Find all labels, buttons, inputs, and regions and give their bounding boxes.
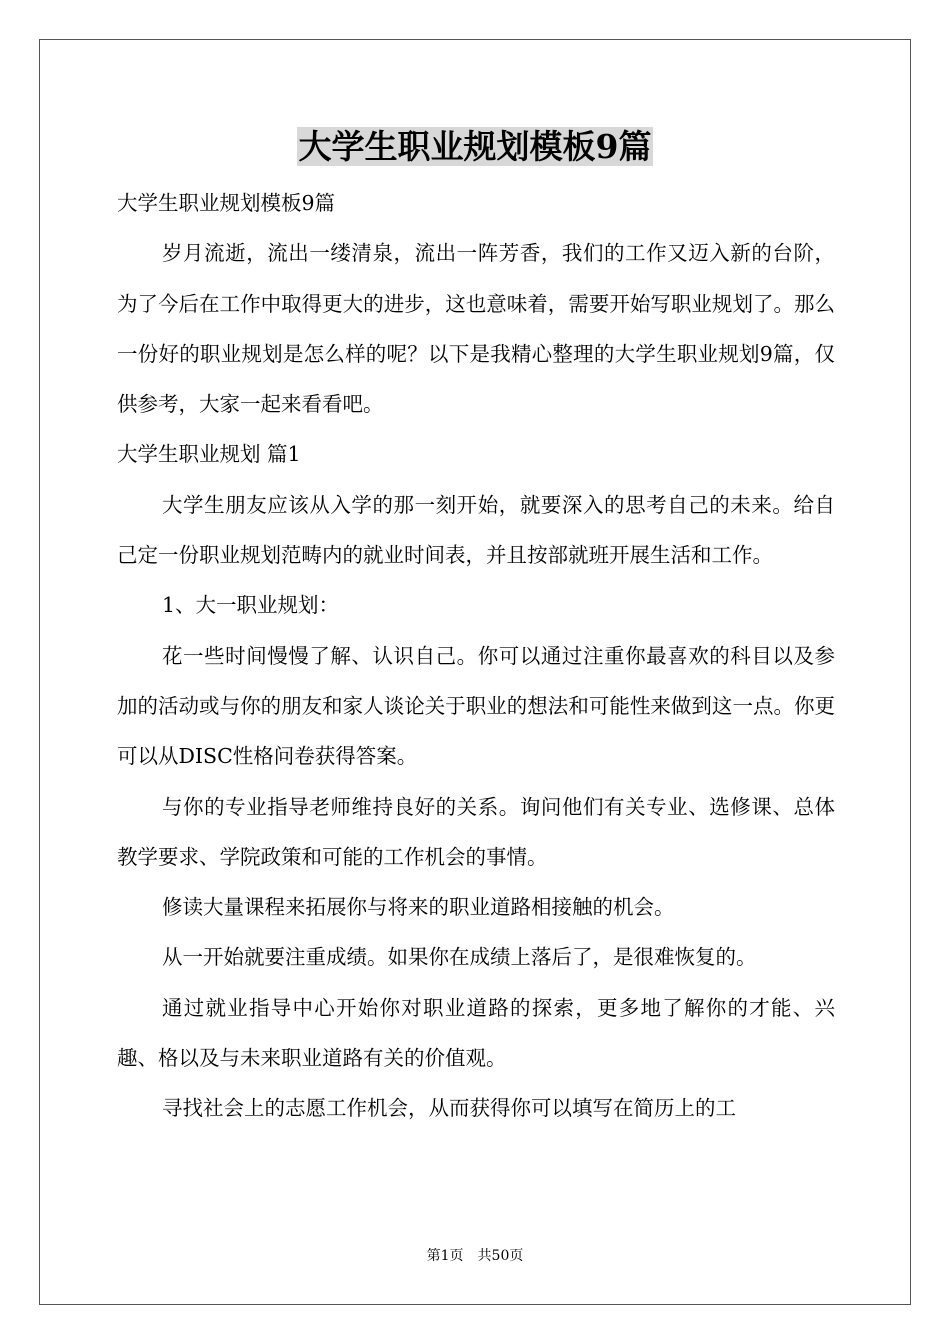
- paragraph-intro: 岁月流逝，流出一缕清泉，流出一阵芳香，我们的工作又迈入新的台阶，为了今后在工作中取得更大的进步，这也意味着，需要开始写职业规划了。那么一份好的职业规划是怎么样的呢？以下是我精心整理的大学生职业规划9篇，仅供参考，大家一起来看看吧。: [117, 241, 835, 417]
- document-body: [117, 178, 835, 1134]
- paragraph: 通过就业指导中心开始你对职业道路的探索，更多地了解你的才能、兴趣、格以及与未来职业道路有关的价值观。: [117, 995, 835, 1071]
- page-number-label: 第1页 共50页: [426, 1248, 524, 1264]
- paragraph-subtitle: 大学生职业规划模板9篇: [117, 191, 336, 215]
- paragraph: 花一些时间慢慢了解、认识自己。你可以通过注重你最喜欢的科目以及参加的活动或与你的朋友和家人谈论关于职业的想法和可能性来做到这一点。你更可以从DISC性格问卷获得答案。: [117, 643, 835, 769]
- list-heading: 1、大一职业规划：: [162, 593, 340, 618]
- paragraph: 从一开始就要注重成绩。如果你在成绩上落后了，是很难恢复的。: [162, 945, 757, 970]
- paragraph: 与你的专业指导老师维持良好的关系。询问他们有关专业、选修课、总体教学要求、学院政策和可能的工作机会的事情。: [117, 794, 835, 869]
- paragraph: 修读大量课程来拓展你与将来的职业道路相接触的机会。: [162, 895, 675, 920]
- document-title: [0, 126, 950, 168]
- section-heading: 大学生职业规划 篇1: [117, 442, 301, 467]
- page-footer: [0, 1246, 950, 1266]
- document-title-text: 大学生职业规划模板9篇: [298, 127, 652, 166]
- paragraph: 寻找社会上的志愿工作机会，从而获得你可以填写在简历上的工: [162, 1096, 736, 1121]
- paragraph: 大学生朋友应该从入学的那一刻开始，就要深入的思考自己的未来。给自己定一份职业规划范畴内的就业时间表，并且按部就班开展生活和工作。: [117, 492, 835, 568]
